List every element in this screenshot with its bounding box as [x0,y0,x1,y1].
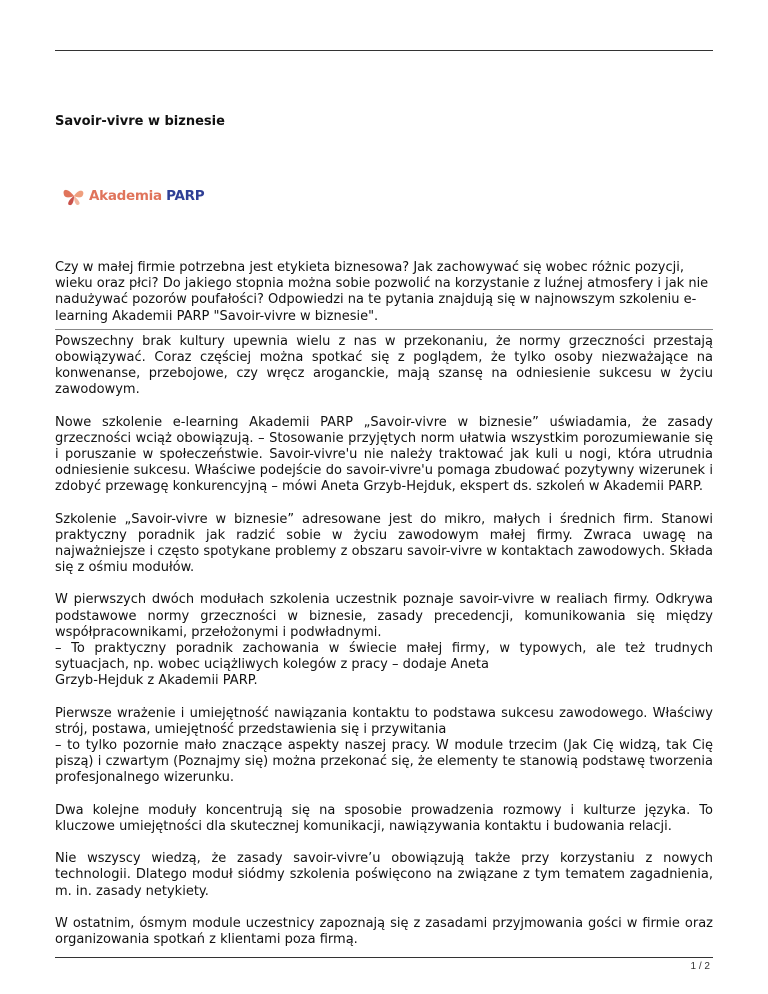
page-indicator: 1 / 2 [690,961,710,972]
paragraph-intro: Czy w małej firmie potrzebna jest etykieta biznesowa? Jak zachowywać się wobec różnic pozycji, wieku oraz płci? Do jakiego stopnia można sobie pozwolić na korzystanie z luźnej atmosfery i jak nie nadużywać pozorów poufałości? Odpowiedzi na te pytania znajdują się w najnowszym szkoleniu e-learning Akademii PARP "Savoir-vivre w biznesie". [55,260,713,330]
logo-wordmark-part1: Akademia [89,188,162,204]
butterfly-icon [61,183,87,209]
document-title: Savoir-vivre w biznesie [55,114,225,129]
paragraph: Dwa kolejne moduły koncentrują się na sposobie prowadzenia rozmowy i kulturze języka. To kluczowe umiejętności dla skutecznej komunikacji, nawiązywania kontaktu i budowania relacji. [55,802,713,834]
akademia-parp-logo [55,141,221,245]
paragraph: Pierwsze wrażenie i umiejętność nawiązania kontaktu to podstawa sukcesu zawodowego. Właściwy strój, postawa, umiejętność przedstawienia się i przywitania – to tylko pozornie mało znaczące aspekty naszej pracy. W module trzecim (Jak Cię widzą, tak Cię piszą) i czwartym (Poznajmy się) można przekonać się, że elementy te stanowią podstawę tworzenia profesjonalnego wizerunku. [55,705,713,786]
paragraph: Nowe szkolenie e-learning Akademii PARP „Savoir-vivre w biznesie” uświadamia, że zasady grzeczności wciąż obowiązują. – Stosowanie przyjętych norm ułatwia wszystkim porozumiewanie się i poruszanie w społeczeństwie. Savoir-vivre'u nie należy traktować jak kuli u nogi, która utrudnia odniesienie sukcesu. Właściwe podejście do savoir-vivre'u pomaga zbudować pozytywny wizerunek i zdobyć przewagę konkurencyjną – mówi Aneta Grzyb-Hejduk, ekspert ds. szkoleń w Akademii PARP. [55,414,713,495]
logo-wordmark-part2: PARP [166,188,205,204]
paragraph: Szkolenie „Savoir-vivre w biznesie” adresowane jest do mikro, małych i średnich firm. Stanowi praktyczny poradnik jak radzić sobie w życiu zawodowym małej firmy. Zwraca uwagę na najważniejsze i często spotykane problemy z obszaru savoir-vivre w kontaktach zawodowych. Składa się z ośmiu modułów. [55,511,713,576]
paragraph: W pierwszych dwóch modułach szkolenia uczestnik poznaje savoir-vivre w realiach firmy. Odkrywa podstawowe normy grzeczności w biznesie, zasady precedencji, komunikowania się między współpracownikami, przełożonymi i podwładnymi. – To praktyczny poradnik zachowania w świecie małej firmy, w typowych, ale też trudnych sytuacjach, np. wobec uciążliwych kolegów z pracy – dodaje Aneta Grzyb-Hejduk z Akademii PARP. [55,592,713,689]
article-body [55,260,713,964]
footer-rule [55,957,713,958]
paragraph: Nie wszyscy wiedzą, że zasady savoir-vivre’u obowiązują także przy korzystaniu z nowych technologii. Dlatego moduł siódmy szkolenia poświęcono na związane z tym tematem zagadnienia, m. in. zasady netykiety. [55,851,713,899]
paragraph: Powszechny brak kultury upewnia wielu z nas w przekonaniu, że normy grzeczności przestają obowiązywać. Coraz częściej można spotkać się z poglądem, że tylko osoby niezważające na konwenanse, przebojowe, czy wręcz aroganckie, mają szansę na odniesienie sukcesu w życiu zawodowym. [55,333,713,398]
logo-wordmark [89,188,204,204]
paragraph: W ostatnim, ósmym module uczestnicy zapoznają się z zasadami przyjmowania gości w firmie oraz organizowania spotkań z klientami poza firmą. [55,915,713,947]
header-rule [55,50,713,51]
